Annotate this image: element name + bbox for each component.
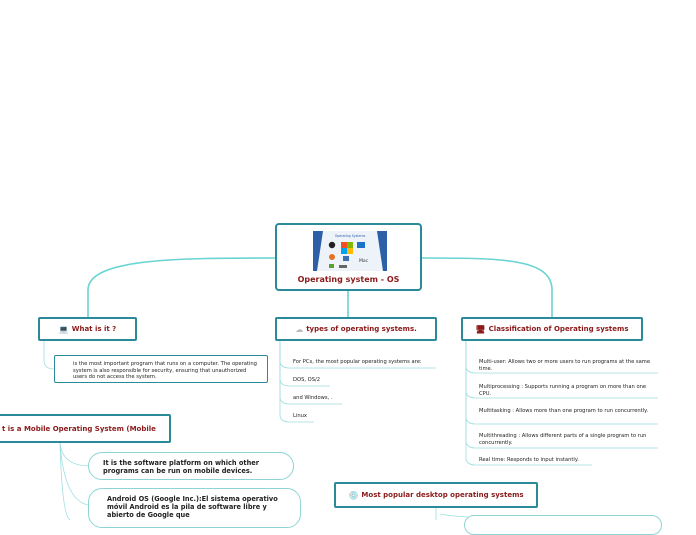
types-item-2[interactable]: and Windows, .	[293, 395, 333, 401]
computer-icon: 💻	[58, 324, 69, 334]
topic-types-label: types of operating systems.	[306, 325, 417, 333]
image-mac-label: Mac	[359, 259, 369, 264]
topic-mobile-os-label: t is a Mobile Operating System (Mobile	[2, 424, 156, 433]
monitor-icon: 🖥	[475, 324, 486, 334]
central-title: Operating system - OS	[297, 275, 400, 284]
topic-mobile-os[interactable]	[0, 414, 171, 443]
image-title-label: Operating Systems	[334, 234, 366, 238]
topic-classification[interactable]	[461, 317, 643, 341]
topic-what-is-it-label: What is it ?	[71, 325, 117, 333]
classification-item-1[interactable]: Multiprocessing : Supports running a program on more than one CPU.	[479, 384, 647, 397]
topic-classification-label: Classification of Operating systems	[488, 325, 629, 333]
mobile-item-1-text: Android OS (Google Inc.):El sistema operativo móvil Android es la pila de software libre y abierto de Google que	[107, 495, 278, 520]
topic-desktop-os-label: Most popular desktop operating systems	[361, 491, 524, 499]
cloud-icon: ☁	[295, 324, 304, 334]
topic-what-is-it[interactable]	[38, 317, 137, 341]
topic-types[interactable]	[275, 317, 437, 341]
topic-desktop-os[interactable]	[334, 482, 538, 508]
classification-item-4[interactable]: Real time: Responds to input instantly.	[479, 457, 579, 463]
what-is-it-text: is the most important program that runs on a computer. The operating system is also responsible for security, ensuring that unauthorized users do not access the system.	[73, 361, 257, 381]
types-item-3[interactable]: Linux	[293, 413, 307, 419]
mobile-item-0-text: It is the software platform on which other programs can be run on mobile devices.	[103, 459, 259, 476]
types-item-0[interactable]: For PCs, the most popular operating systems are:	[293, 359, 422, 365]
mobile-item-1[interactable]	[88, 488, 301, 528]
operating-systems-image	[313, 231, 387, 271]
disc-icon: 💿	[348, 490, 359, 500]
central-topic[interactable]	[275, 223, 422, 291]
what-is-it-description[interactable]	[54, 355, 268, 383]
classification-item-2[interactable]: Multitasking : Allows more than one program to run concurrently.	[479, 408, 649, 414]
classification-item-3[interactable]: Multithreading : Allows different parts of a single program to run concurrently.	[479, 433, 647, 446]
classification-item-0[interactable]: Multi-user: Allows two or more users to run programs at the same time.	[479, 359, 651, 372]
mobile-item-0[interactable]	[88, 452, 294, 480]
types-item-1[interactable]: DOS, OS/2	[293, 377, 321, 383]
desktop-item-partial[interactable]	[464, 515, 662, 535]
